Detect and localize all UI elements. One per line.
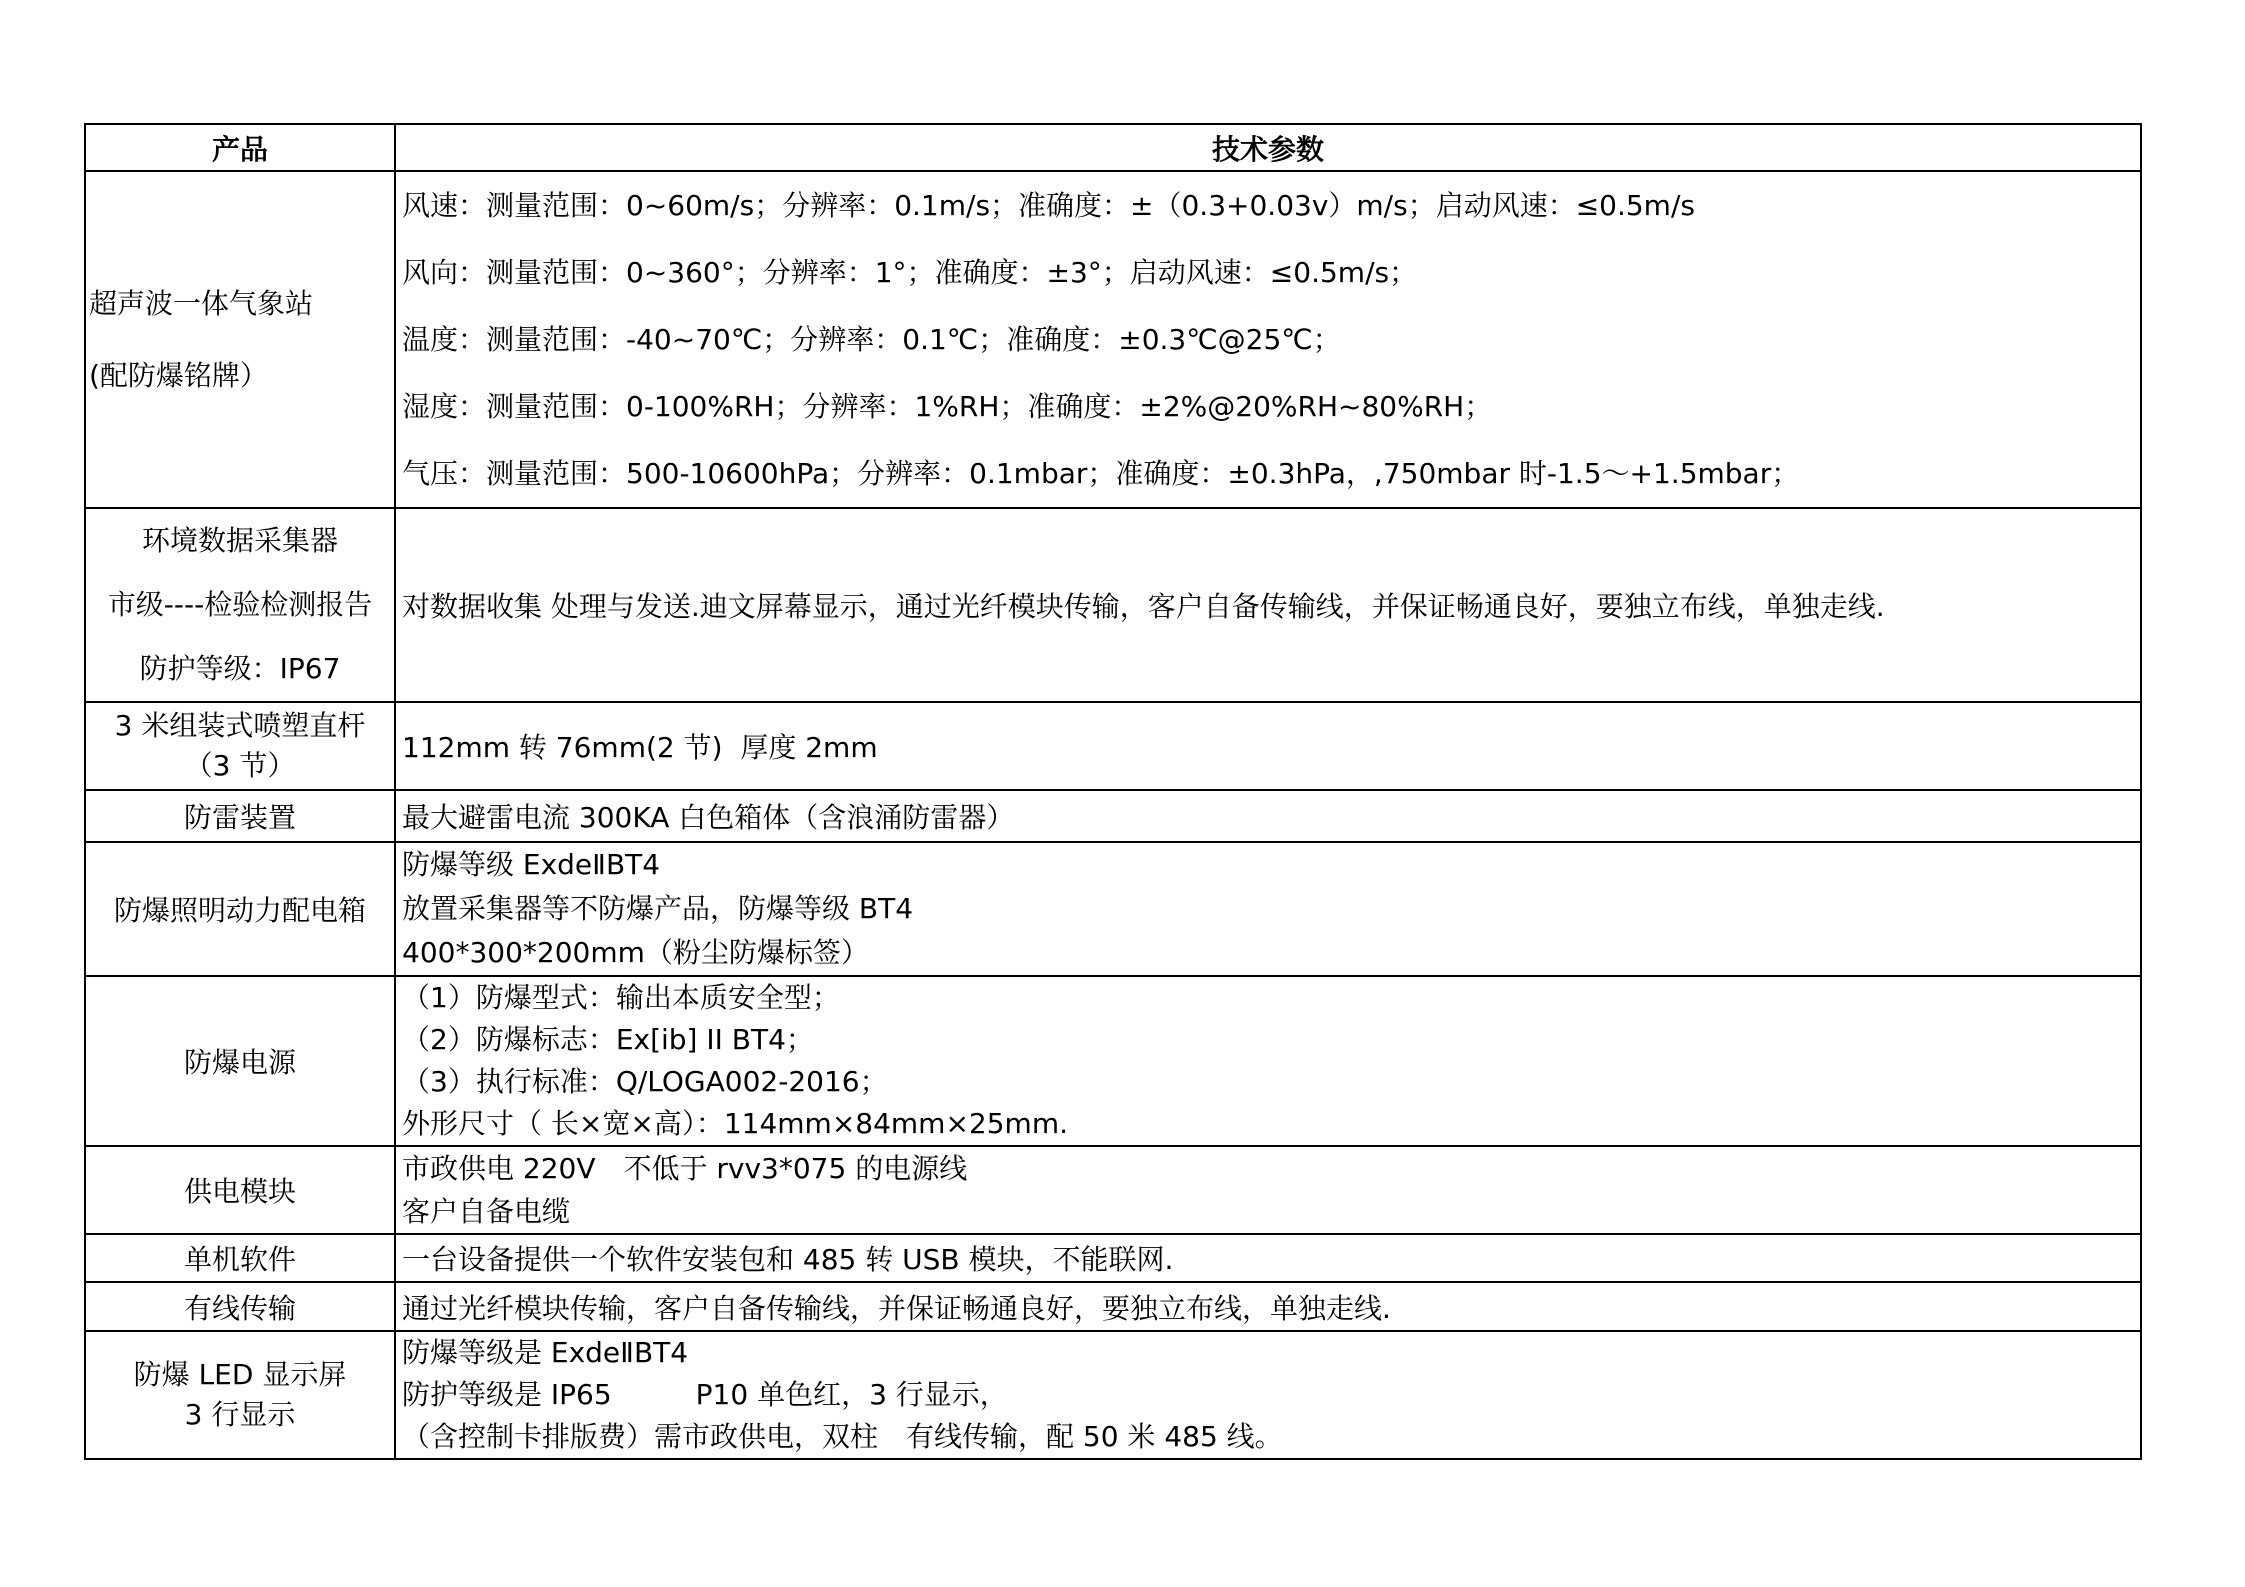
- params-cell: [395, 1234, 2141, 1282]
- param-line: 防爆等级是 ExdeⅡBT4: [402, 1336, 689, 1369]
- product-cell: [85, 1282, 395, 1331]
- product-line: (配防爆铭牌）: [89, 358, 268, 392]
- product-line: 防爆电源: [183, 1046, 296, 1079]
- params-cell: [395, 1282, 2141, 1331]
- product-cell: [85, 976, 395, 1146]
- param-line: （3）执行标准：Q/LOGA002-2016；: [402, 1065, 888, 1098]
- product-line: 防雷装置: [183, 801, 296, 834]
- param-line: （含控制卡排版费）需市政供电，双柱 有线传输，配 50 米 485 线。: [402, 1420, 1283, 1453]
- product-cell: [85, 1331, 395, 1459]
- table-row-data-collector: [85, 508, 2141, 702]
- param-line: （2）防爆标志：Ex[ib] II BT4；: [402, 1023, 814, 1056]
- table-row-wired-transmission: [85, 1282, 2141, 1331]
- param-line: 市政供电 220V 不低于 rvv3*075 的电源线: [402, 1152, 968, 1185]
- header-row: [85, 124, 2141, 171]
- param-line-wind-direction: 风向：测量范围：0~360°；分辨率：1°；准确度：±3°；启动风速：≤0.5m/s；: [402, 256, 1418, 289]
- product-line: 防护等级：IP67: [139, 652, 341, 685]
- table-row-pole: [85, 702, 2141, 790]
- product-line: 防爆照明动力配电箱: [113, 894, 366, 927]
- product-cell: [85, 508, 395, 702]
- product-line: 3 米组装式喷塑直杆: [114, 709, 366, 742]
- param-line-wind-speed: 风速：测量范围：0~60m/s；分辨率：0.1m/s；准确度：±（0.3+0.03v）m/s；启动风速：≤0.5m/s: [402, 189, 1695, 222]
- product-cell: [85, 1146, 395, 1234]
- param-line: 对数据收集 处理与发送.迪文屏幕显示，通过光纤模块传输，客户自备传输线，并保证畅通良好，要独立布线，单独走线.: [402, 590, 1885, 623]
- table-row-standalone-software: [85, 1234, 2141, 1282]
- product-line: 有线传输: [183, 1291, 296, 1325]
- product-line: 市级----检验检测报告: [107, 588, 373, 621]
- product-line: 单机软件: [183, 1243, 296, 1276]
- product-line: 超声波一体气象站: [89, 286, 314, 320]
- product-line: 供电模块: [183, 1175, 296, 1208]
- param-line: 放置采集器等不防爆产品，防爆等级 BT4: [402, 892, 914, 925]
- params-cell: [395, 1331, 2141, 1459]
- param-line-humidity: 湿度：测量范围：0-100%RH；分辨率：1%RH；准确度：±2%@20%RH~80%RH；: [402, 390, 1493, 423]
- params-cell: [395, 790, 2141, 842]
- table-row-led-display: [85, 1331, 2141, 1459]
- param-line: （1）防爆型式：输出本质安全型；: [402, 981, 840, 1014]
- col-header-product: 产品: [85, 124, 395, 171]
- param-line: 防爆等级 ExdeⅡBT4: [402, 848, 661, 881]
- product-cell: [85, 842, 395, 976]
- param-line: 400*300*200mm（粉尘防爆标签）: [402, 936, 869, 969]
- table-row-explosion-proof-box: [85, 842, 2141, 976]
- product-line: 防爆 LED 显示屏: [133, 1358, 347, 1391]
- product-line: （3 节）: [184, 749, 296, 782]
- params-cell: [395, 702, 2141, 790]
- product-cell: [85, 702, 395, 790]
- table-row-power-module: [85, 1146, 2141, 1234]
- param-line: 防护等级是 IP65 P10 单色红，3 行显示，: [402, 1378, 1008, 1411]
- param-line: 112mm 转 76mm(2 节) 厚度 2mm: [402, 731, 878, 764]
- params-cell: [395, 171, 2141, 508]
- table-row-explosion-proof-power: [85, 976, 2141, 1146]
- product-cell: [85, 1234, 395, 1282]
- table-row-weather-station: [85, 171, 2141, 508]
- spec-table: [84, 123, 2142, 1460]
- param-line-temperature: 温度：测量范围：-40~70℃；分辨率：0.1℃；准确度：±0.3℃@25℃；: [402, 323, 1341, 356]
- params-cell: [395, 842, 2141, 976]
- product-line: 3 行显示: [184, 1398, 296, 1431]
- param-line: 外形尺寸（ 长×宽×高）：114mm×84mm×25mm.: [402, 1107, 1068, 1140]
- params-cell: [395, 976, 2141, 1146]
- params-cell: [395, 508, 2141, 702]
- product-cell: [85, 790, 395, 842]
- table-row-lightning-protection: [85, 790, 2141, 842]
- param-line: 通过光纤模块传输，客户自备传输线，并保证畅通良好，要独立布线，单独走线.: [402, 1291, 1391, 1325]
- param-line: 客户自备电缆: [402, 1195, 571, 1228]
- params-cell: [395, 1146, 2141, 1234]
- param-line-pressure: 气压：测量范围：500-10600hPa；分辨率：0.1mbar；准确度：±0.3hPa，,750mbar 时-1.5～+1.5mbar；: [402, 457, 1800, 490]
- param-line: 最大避雷电流 300KA 白色箱体（含浪涌防雷器）: [402, 801, 1015, 834]
- product-line: 环境数据采集器: [141, 524, 338, 557]
- product-cell: [85, 171, 395, 508]
- param-line: 一台设备提供一个软件安装包和 485 转 USB 模块，不能联网.: [402, 1243, 1174, 1276]
- col-header-params: 技术参数: [395, 124, 2141, 171]
